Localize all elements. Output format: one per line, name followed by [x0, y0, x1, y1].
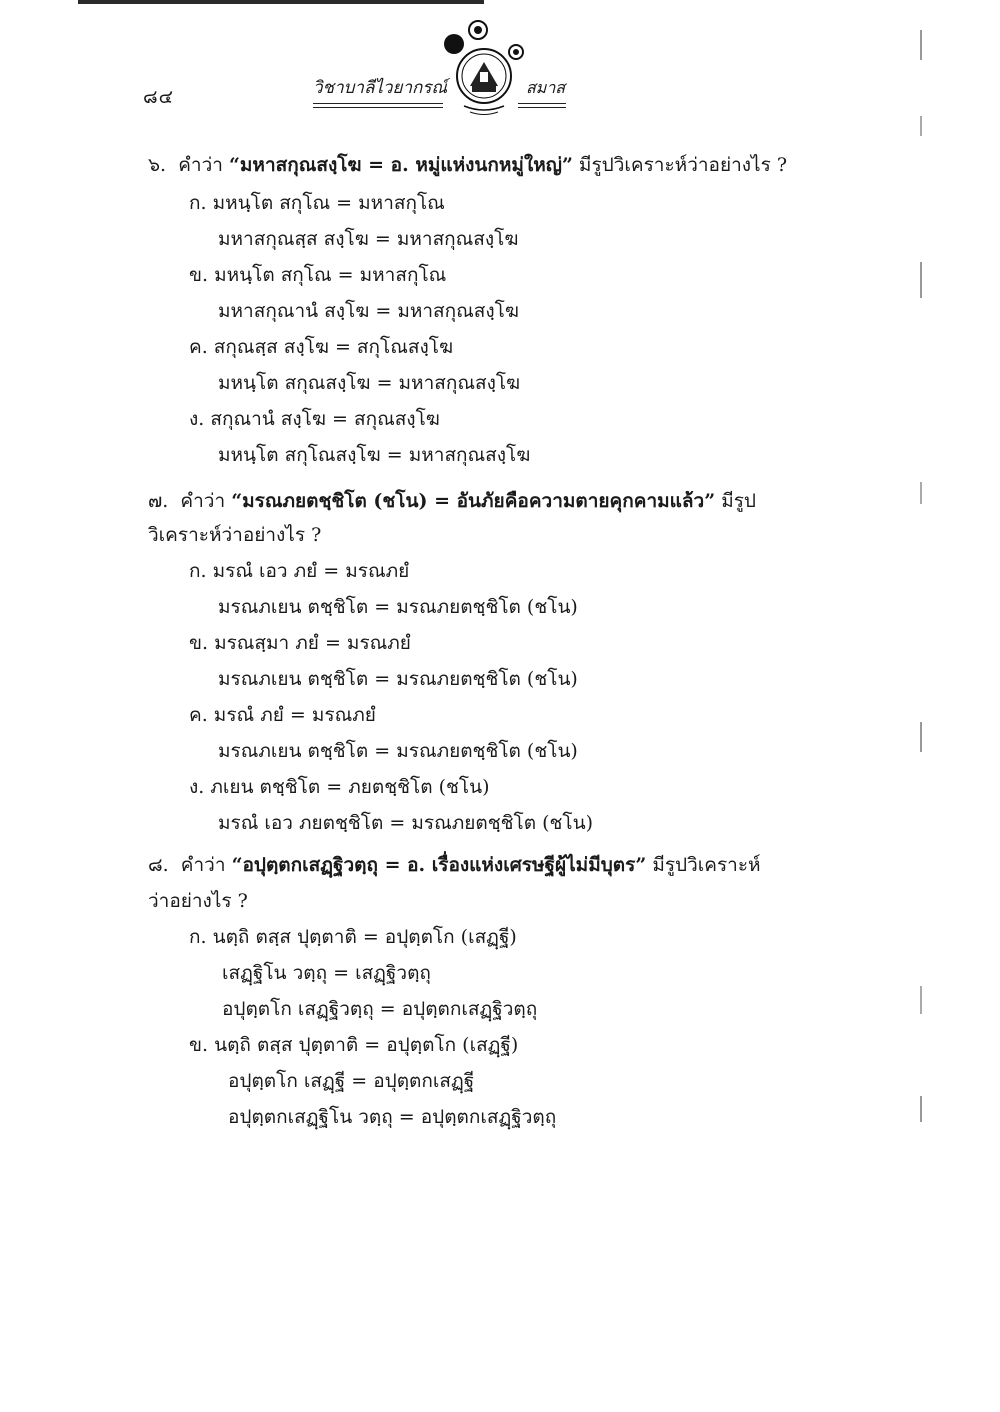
- option-line: มรณํ เอว ภยตชฺชิโต = มรณภยตชฺชิโต (ชโน): [218, 812, 593, 834]
- question-term: “อปุตฺตกเสฏฺฐิวตฺถุ = อ. เรื่องแห่งเศรษฐีผู้ไม่มีบุตร”: [231, 854, 647, 876]
- option-label: ค.: [189, 704, 208, 726]
- option-text: มรณํ เอว ภยํ = มรณภยํ: [212, 560, 410, 582]
- option-line: [189, 334, 453, 360]
- option-text: มรณํ ภยํ = มรณภยํ: [213, 704, 376, 726]
- option-text: มรณสฺมา ภยํ = มรณภยํ: [214, 632, 411, 654]
- option-line: มรณภเยน ตชฺชิโต = มรณภยตชฺชิโต (ชโน): [218, 596, 578, 618]
- question-intro: คำว่า: [180, 854, 226, 876]
- question-term: “มหาสกุณสงฺโฆ = อ. หมู่แห่งนกหมู่ใหญ่”: [228, 154, 573, 176]
- institution-emblem-icon: [436, 14, 532, 118]
- question-intro: คำว่า: [178, 154, 223, 176]
- option-label: ง.: [189, 408, 205, 430]
- option-label: ก.: [189, 926, 207, 948]
- option-line: [189, 702, 376, 728]
- question-text: มีรูปวิเคราะห์ว่าอย่างไร ?: [578, 154, 788, 176]
- option-line: เสฏฺฐิโน วตฺถุ = เสฏฺฐิวตฺถุ: [222, 962, 431, 984]
- header-book-title: วิชาบาลีไวยากรณ์: [313, 78, 448, 98]
- option-line: มหนฺโต สกุณสงฺโฆ = มหาสกุณสงฺโฆ: [218, 372, 521, 394]
- question-number: ๗.: [148, 490, 169, 512]
- page-edge-marks: [918, 30, 926, 1130]
- option-line: [189, 924, 517, 950]
- option-line: มรณภเยน ตชฺชิโต = มรณภยตชฺชิโต (ชโน): [218, 740, 578, 762]
- question-intro: คำว่า: [180, 490, 226, 512]
- option-label: ค.: [189, 336, 208, 358]
- header-title-underline: [313, 103, 443, 108]
- option-label: ข.: [189, 1034, 209, 1056]
- option-label: ก.: [189, 560, 207, 582]
- option-line: [189, 406, 440, 432]
- question-term: “มรณภยตชฺชิโต (ชโน) = อันภัยคือความตายคุกคามแล้ว”: [231, 490, 716, 512]
- question-text: มีรูปวิเคราะห์: [652, 854, 761, 876]
- option-text: สกุณานํ สงฺโฆ = สกุณสงฺโฆ: [210, 408, 440, 430]
- page-number: ๘๔: [143, 86, 175, 108]
- option-line: มหาสกุณสฺส สงฺโฆ = มหาสกุณสงฺโฆ: [218, 228, 519, 250]
- question-number: ๖.: [148, 154, 167, 176]
- question-7: [148, 488, 756, 514]
- option-text: มหนฺโต สกุโณ = มหาสกุโณ: [214, 264, 447, 286]
- option-line: อปุตฺตโก เสฏฺฐี = อปุตฺตกเสฏฺฐี: [228, 1070, 475, 1092]
- option-line: อปุตฺตกเสฏฺฐิโน วตฺถุ = อปุตฺตกเสฏฺฐิวตฺถุ: [228, 1106, 557, 1128]
- option-label: ง.: [189, 776, 205, 798]
- question-text: วิเคราะห์ว่าอย่างไร ?: [148, 524, 322, 546]
- option-line: อปุตฺตโก เสฏฺฐิวตฺถุ = อปุตฺตกเสฏฺฐิวตฺถุ: [222, 998, 538, 1020]
- option-text: นตฺถิ ตสฺส ปุตฺตาติ = อปุตฺตโก (เสฏฺฐี): [212, 926, 517, 948]
- option-text: นตฺถิ ตสฺส ปุตฺตาติ = อปุตฺตโก (เสฏฺฐี): [214, 1034, 519, 1056]
- question-text: มีรูป: [721, 490, 756, 512]
- question-6: [148, 152, 787, 178]
- option-line: มรณภเยน ตชฺชิโต = มรณภยตชฺชิโต (ชโน): [218, 668, 578, 690]
- option-line: มหนฺโต สกุโณสงฺโฆ = มหาสกุณสงฺโฆ: [218, 444, 531, 466]
- option-line: [189, 190, 445, 216]
- option-text: สกุณสฺส สงฺโฆ = สกุโณสงฺโฆ: [213, 336, 454, 358]
- question-number: ๘.: [148, 854, 169, 876]
- option-line: [189, 1032, 518, 1058]
- option-text: มหนฺโต สกุโณ = มหาสกุโณ: [212, 192, 445, 214]
- option-line: มหาสกุณานํ สงฺโฆ = มหาสกุณสงฺโฆ: [218, 300, 519, 322]
- option-text: ภเยน ตชฺชิโต = ภยตชฺชิโต (ชโน): [210, 776, 490, 798]
- option-line: [189, 558, 409, 584]
- question-text: ว่าอย่างไร ?: [148, 890, 248, 912]
- option-line: [189, 262, 446, 288]
- top-rule: [78, 0, 484, 4]
- header-section: สมาส: [526, 78, 566, 97]
- option-label: ก.: [189, 192, 207, 214]
- option-line: [189, 630, 411, 656]
- option-line: [189, 774, 490, 800]
- question-8: [148, 852, 761, 878]
- option-label: ข.: [189, 632, 209, 654]
- option-label: ข.: [189, 264, 209, 286]
